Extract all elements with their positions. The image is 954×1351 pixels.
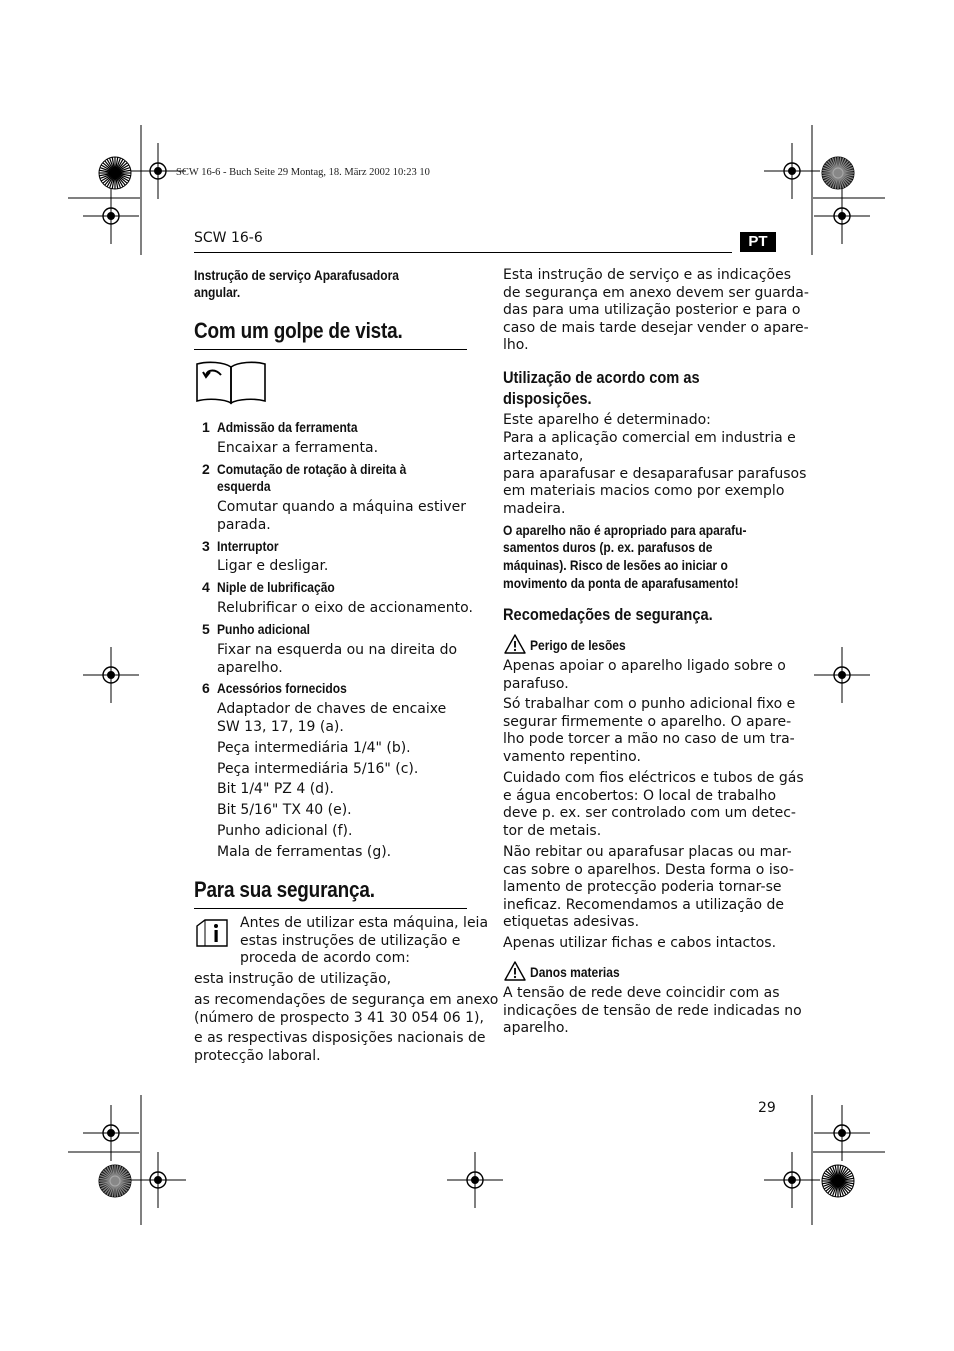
registration-mark — [83, 647, 139, 703]
damage-text: aparelho. — [503, 1020, 569, 1036]
usage-warning: O aparelho não é apropriado para aparafu- — [503, 522, 747, 538]
item-title: Niple de lubrificação — [217, 579, 335, 595]
usage-body: Para a aplicação comercial em industria e — [503, 430, 796, 446]
item-desc: Comutar quando a máquina estiver — [217, 499, 466, 515]
item-desc: Adaptador de chaves de encaixe — [217, 701, 447, 717]
item-desc: Ligar e desligar. — [217, 558, 329, 574]
danger-text: Só trabalhar com o punho adicional fixo e — [503, 696, 796, 712]
intro-paragraph: caso de mais tarde desejar vender o apare- — [503, 320, 809, 336]
star-target-mark — [99, 157, 131, 189]
damage-text: A tensão de rede deve coincidir com as — [503, 985, 780, 1001]
danger-text: Apenas apoiar o aparelho ligado sobre o — [503, 658, 786, 674]
printer-slug: SCW 16-6 - Buch Seite 29 Montag, 18. März 2002 10:23 10 — [176, 167, 430, 178]
model-header: SCW 16-6 — [194, 230, 263, 246]
intro-paragraph: lho. — [503, 337, 529, 353]
damage-label: Danos materias — [530, 964, 620, 980]
accessory-line: Bit 1/4" PZ 4 (d). — [217, 781, 334, 797]
usage-body: em materiais macios como por exemplo — [503, 483, 785, 499]
item-number: 2 — [202, 461, 210, 477]
registration-mark — [83, 188, 139, 244]
warning-triangle-icon — [504, 634, 526, 654]
intro-title-1: Instrução de serviço Aparafusadora — [194, 267, 399, 283]
safety-paragraph: e as respectivas disposições nacionais de — [194, 1030, 486, 1046]
danger-text: vamento repentino. — [503, 749, 641, 765]
star-target-mark — [822, 157, 854, 189]
danger-text: etiquetas adesivas. — [503, 914, 640, 930]
accessory-line: Punho adicional (f). — [217, 823, 353, 839]
danger-text: parafuso. — [503, 676, 569, 692]
item-title: Punho adicional — [217, 621, 310, 637]
item-number: 4 — [202, 579, 210, 595]
item-number: 5 — [202, 621, 210, 637]
usage-warning: movimento da ponta de aparafusamento! — [503, 575, 739, 591]
danger-text: segurar firmemente o aparelho. O apare- — [503, 714, 792, 730]
accessory-line: Peça intermediária 1/4" (b). — [217, 740, 411, 756]
language-badge: PT — [740, 232, 776, 252]
open-book-icon — [194, 359, 268, 405]
safety-heading: Para sua segurança. — [194, 877, 375, 902]
safety-rule — [194, 908, 467, 909]
warning-triangle-icon — [504, 961, 526, 981]
item-title: Interruptor — [217, 538, 279, 554]
danger-text: tor de metais. — [503, 823, 602, 839]
usage-body: para aparafusar e desaparafusar parafusos — [503, 466, 807, 482]
registration-mark — [814, 647, 870, 703]
danger-text: Apenas utilizar fichas e cabos intactos. — [503, 935, 777, 951]
damage-text: indicações de tensão de rede indicadas no — [503, 1003, 802, 1019]
item-number: 6 — [202, 680, 210, 696]
danger-text: Não rebitar ou aparafusar placas ou mar- — [503, 844, 792, 860]
item-number: 1 — [202, 419, 210, 435]
usage-body: artezanato, — [503, 448, 584, 464]
safety-paragraph: esta instrução de utilização, — [194, 971, 392, 987]
item-number: 3 — [202, 538, 210, 554]
registration-mark — [814, 188, 870, 244]
item-desc: Relubrificar o eixo de accionamento. — [217, 600, 473, 616]
safety-paragraph: protecção laboral. — [194, 1048, 321, 1064]
info-text: proceda de acordo com: — [240, 950, 410, 966]
intro-paragraph: de segurança em anexo devem ser guarda- — [503, 285, 809, 301]
accessory-line: Mala de ferramentas (g). — [217, 844, 392, 860]
danger-label: Perigo de lesões — [530, 637, 626, 653]
usage-heading: disposições. — [503, 389, 592, 408]
danger-text: lho pode torcer a mão no caso de um tra- — [503, 731, 795, 747]
info-icon — [195, 918, 229, 948]
danger-text: ineficaz. Recomendamos a utilização de — [503, 897, 785, 913]
info-text: estas instruções de utilização e — [240, 933, 461, 949]
safety-paragraph: (número de prospecto 3 41 30 054 06 1), — [194, 1010, 484, 1026]
accessory-line: Bit 5/16" TX 40 (e). — [217, 802, 352, 818]
intro-paragraph: Esta instrução de serviço e as indicações — [503, 267, 791, 283]
intro-paragraph: das para uma utilização posterior e para o — [503, 302, 801, 318]
safety-paragraph: as recomendações de segurança em anexo — [194, 992, 499, 1008]
glance-heading: Com um golpe de vista. — [194, 318, 403, 343]
item-title: Admissão da ferramenta — [217, 419, 358, 435]
danger-text: Cuidado com fios eléctricos e tubos de gás — [503, 770, 804, 786]
usage-heading: Utilização de acordo com as — [503, 368, 700, 387]
usage-warning: samentos duros (p. ex. parafusos de — [503, 539, 713, 555]
header-rule — [194, 252, 732, 253]
star-target-mark — [822, 1165, 854, 1197]
item-title: esquerda — [217, 478, 271, 494]
glance-rule — [194, 349, 467, 350]
registration-mark — [447, 1152, 503, 1208]
usage-body: Este aparelho é determinado: — [503, 412, 711, 428]
danger-text: e água encobertos: O local de trabalho — [503, 788, 777, 804]
registration-mark — [814, 1105, 870, 1161]
usage-body: madeira. — [503, 501, 566, 517]
danger-text: lamento de protecção poderia tornar-se — [503, 879, 782, 895]
page-number: 29 — [758, 1100, 776, 1116]
info-text: Antes de utilizar esta máquina, leia — [240, 915, 489, 931]
item-title: Acessórios fornecidos — [217, 680, 347, 696]
registration-mark — [130, 1152, 186, 1208]
item-desc: SW 13, 17, 19 (a). — [217, 719, 344, 735]
item-desc: Encaixar a ferramenta. — [217, 440, 379, 456]
item-desc: Fixar na esquerda ou na direita do — [217, 642, 458, 658]
item-desc: parada. — [217, 517, 271, 533]
usage-warning: máquinas). Risco de lesões ao iniciar o — [503, 557, 728, 573]
danger-text: deve p. ex. ser controlado com um detec- — [503, 805, 796, 821]
item-title: Comutação de rotação à direita à — [217, 461, 407, 477]
intro-title-2: angular. — [194, 284, 241, 300]
star-target-mark — [99, 1165, 131, 1197]
item-desc: aparelho. — [217, 660, 283, 676]
accessory-line: Peça intermediária 5/16" (c). — [217, 761, 419, 777]
recommendations-heading: Recomedações de segurança. — [503, 605, 713, 624]
registration-mark — [83, 1105, 139, 1161]
danger-text: cas sobre o aparelhos. Desta forma o iso- — [503, 862, 794, 878]
